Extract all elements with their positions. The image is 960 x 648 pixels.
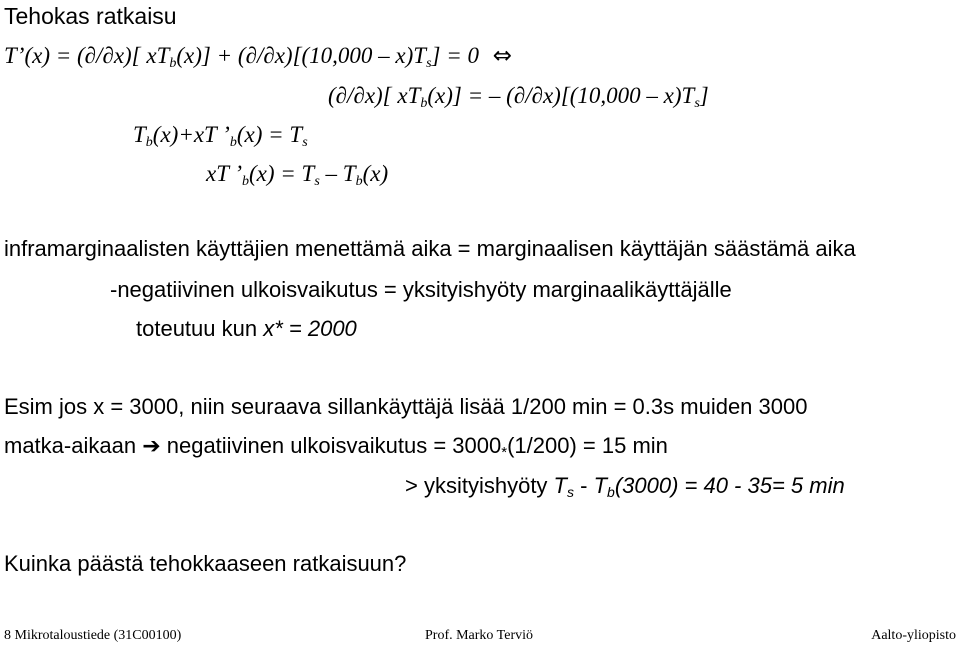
example-text: (1/200) = 15 min [507, 433, 668, 458]
footer-course: 8 Mikrotaloustiede (31C00100) [4, 628, 182, 643]
eq-text: / [256, 43, 264, 68]
eq-subscript: b [355, 174, 363, 189]
partial-symbol: ∂ [513, 83, 526, 108]
example-text: matka-aikaan [4, 433, 143, 458]
partial-symbol: ∂ [84, 43, 97, 68]
partial-symbol: ∂ [531, 83, 543, 108]
eq-text: ( [328, 83, 336, 108]
footer-author: Prof. Marko Terviö [425, 628, 534, 643]
equation-rearranged [328, 83, 709, 111]
eq-text: x)[(10,000 – x)T [274, 43, 427, 68]
eq-text: / [347, 83, 354, 108]
eq-text: (x)] + ( [176, 43, 246, 68]
arrow-right-icon: ➔ [142, 434, 161, 459]
eq-subscript: b [229, 135, 237, 150]
text-realized [136, 318, 357, 340]
eq-text: T’(x) = ( [4, 43, 85, 68]
realized-math: x* = 2000 [263, 316, 357, 341]
eq-subscript: b [169, 56, 177, 71]
equation-sum [133, 122, 308, 150]
partial-symbol: ∂ [102, 43, 114, 68]
eq-text: x)[ xT [364, 83, 421, 108]
eq-text: xT ’ [206, 161, 242, 186]
text-example-line-3 [405, 473, 845, 500]
example-text: - [574, 473, 594, 498]
eq-text: – T [319, 161, 356, 186]
eq-text: (x)+xT ’ [152, 122, 230, 147]
multiply-star: * [501, 444, 508, 461]
text-inframarginal: inframarginaalisten käyttäjien menettämä aika = marginaalisen käyttäjän säästämä aika [4, 236, 856, 261]
slide-title: Tehokas ratkaisu [4, 3, 177, 29]
eq-subscript: s [426, 56, 432, 71]
footer-institution: Aalto-yliopisto [871, 628, 956, 643]
equation-derivative [206, 161, 389, 189]
eq-subscript: b [145, 135, 153, 150]
eq-text: / [525, 83, 532, 108]
example-math: (3000) = 40 - 35= 5 min [614, 473, 845, 498]
partial-symbol: ∂ [245, 43, 257, 68]
eq-text: / [96, 43, 103, 68]
eq-text: T [133, 122, 146, 147]
eq-text: (x) [362, 161, 389, 186]
eq-text: x)[(10,000 – x)T [542, 83, 695, 108]
iff-icon: ⇔ [492, 43, 513, 69]
equation-first-order-condition [4, 43, 513, 71]
eq-text: (x) = T [249, 161, 315, 186]
eq-subscript: b [607, 484, 615, 500]
eq-subscript: b [242, 174, 249, 189]
eq-text: ] [699, 83, 709, 108]
realized-prefix: toteutuu kun [136, 316, 264, 341]
eq-text: (x) = T [236, 122, 303, 147]
eq-text: x)[ xT [113, 43, 170, 68]
eq-subscript: s [694, 96, 700, 111]
example-math: T [553, 473, 567, 498]
eq-subscript: s [302, 135, 308, 150]
text-example-line-1: Esim jos x = 3000, niin seuraava sillankäyttäjä lisää 1/200 min = 0.3s muiden 3000 [4, 394, 808, 419]
text-negative-externality: -negatiivinen ulkoisvaikutus = yksityishyöty marginaalikäyttäjälle [110, 277, 732, 302]
eq-subscript: b [420, 96, 428, 111]
eq-subscript: s [567, 484, 574, 500]
text-question: Kuinka päästä tehokkaaseen ratkaisuun? [4, 551, 407, 576]
example-text: > yksityishyöty [405, 473, 554, 498]
partial-symbol: ∂ [263, 43, 275, 68]
eq-subscript: s [314, 174, 320, 189]
eq-text: ] = 0 [431, 43, 480, 68]
eq-text: (x)] = – ( [427, 83, 514, 108]
partial-symbol: ∂ [335, 83, 348, 108]
example-text: negatiivinen ulkoisvaikutus = 3000 [160, 433, 502, 458]
text-example-line-2 [4, 433, 668, 461]
partial-symbol: ∂ [353, 83, 365, 108]
example-math: T [593, 473, 608, 498]
